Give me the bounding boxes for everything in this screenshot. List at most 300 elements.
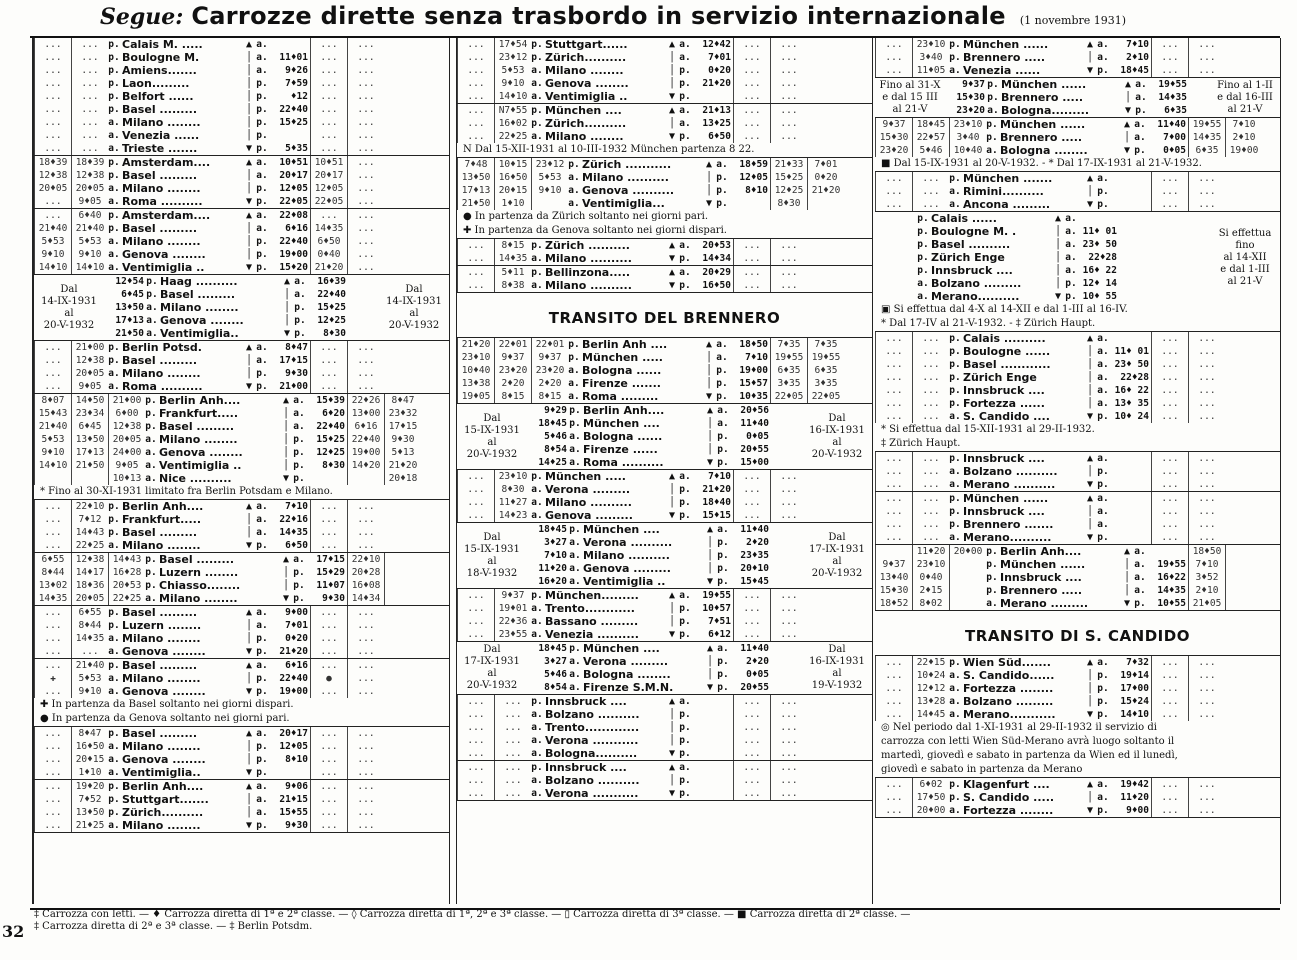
time-cell: 6♦16: [285, 660, 308, 671]
time-cell: 23♦10: [912, 558, 949, 571]
time-cell: 8♦47: [285, 342, 308, 353]
time-cell: ...: [34, 740, 71, 753]
validity-note-right: [802, 642, 872, 694]
time-cell: 19♦55: [1158, 79, 1187, 90]
direction-arrow: ▲: [1086, 657, 1094, 668]
time-cell: 16♦ 22: [1082, 265, 1117, 276]
dep-arr-marker: p.: [108, 781, 120, 792]
dep-arr-marker: a.: [146, 328, 158, 339]
time-cell: [384, 579, 421, 592]
timetable-row: [457, 184, 872, 197]
direction-arrow: │: [282, 421, 290, 432]
time-cell: ...: [733, 470, 770, 483]
time-cell: 8♦47: [384, 394, 421, 407]
timetable-row: [457, 38, 872, 51]
time-cell: ...: [1188, 38, 1225, 51]
time-cell: 23♦34: [71, 407, 108, 420]
time-cell: ...: [733, 77, 770, 90]
station-name: Genova ..........: [582, 184, 675, 197]
timetable-row: [104, 314, 379, 327]
dep-arr-marker: p.: [949, 333, 961, 344]
station-name: Bolzano ..........: [963, 465, 1058, 478]
time-cell: ...: [875, 804, 912, 817]
time-cell: ...: [34, 77, 71, 90]
direction-arrow: │: [245, 368, 253, 379]
time-cell: 18♦36: [71, 579, 108, 592]
time-cell: ...: [310, 793, 347, 806]
time-cell: 16♦50: [71, 740, 108, 753]
direction-arrow: │: [1086, 359, 1094, 370]
legend: [34, 909, 1279, 939]
time-cell: [268, 766, 310, 779]
dep-arr-marker: p.: [108, 794, 120, 805]
timetable-row: [875, 492, 1280, 505]
column-middle: [456, 38, 873, 904]
time-cell: ...: [1151, 64, 1188, 77]
timetable-row: [457, 104, 872, 117]
dep-arr-marker: a.: [145, 447, 157, 458]
timetable-row: [875, 584, 1280, 597]
dep-arr-marker: p.: [531, 118, 543, 129]
time-cell: [384, 553, 421, 566]
validity-note-line: 14-IX-1931: [386, 295, 442, 307]
time-cell: [875, 264, 917, 277]
time-cell: 20♦05: [71, 182, 108, 195]
time-cell: 9♦05: [71, 195, 108, 208]
dep-arr-marker: a.: [1097, 52, 1109, 63]
direction-arrow: │: [245, 183, 253, 194]
dep-arr-marker: a.: [679, 52, 691, 63]
time-cell: ...: [34, 766, 71, 779]
direction-arrow: ▲: [705, 339, 713, 350]
time-cell: 9♦30: [285, 368, 308, 379]
time-cell: ...: [1188, 51, 1225, 64]
dep-arr-marker: a.: [949, 479, 961, 490]
dep-arr-marker: p.: [569, 643, 581, 654]
time-cell: ...: [34, 142, 71, 155]
station-name: Calais ..........: [963, 332, 1046, 345]
time-cell: ...: [457, 708, 494, 721]
time-cell: ...: [457, 77, 494, 90]
time-cell: ...: [1188, 198, 1225, 211]
timetable-row: [34, 156, 449, 169]
time-cell: [691, 774, 733, 787]
time-cell: ...: [347, 195, 384, 208]
time-cell: 12♦25: [770, 184, 807, 197]
time-cell: ...: [310, 103, 347, 116]
dep-arr-marker: p.: [145, 395, 157, 406]
time-cell: 12♦05: [279, 183, 308, 194]
time-cell: 14♦43: [108, 553, 145, 566]
time-cell: 21♦25: [71, 819, 108, 832]
time-cell: ...: [347, 103, 384, 116]
time-cell: 13♦50: [115, 302, 144, 313]
direction-arrow: ▼: [245, 381, 253, 392]
time-cell: ●: [310, 672, 347, 685]
station-name: Milano ........: [545, 64, 624, 77]
station-name: Milano ........: [122, 182, 201, 195]
direction-arrow: │: [668, 52, 676, 63]
station-name: Ventimiglia..: [160, 327, 239, 340]
time-cell: 5♦46: [912, 144, 949, 157]
direction-arrow: │: [1054, 252, 1062, 263]
station-name: Innsbruck ....: [545, 695, 627, 708]
time-cell: 23♦35: [740, 550, 769, 561]
timetable-row: [34, 116, 449, 129]
time-cell: ...: [34, 116, 71, 129]
timetable-block: [457, 266, 872, 293]
time-cell: 11♦40: [740, 643, 769, 654]
time-cell: ...: [770, 787, 807, 800]
time-cell: 14♦35: [310, 222, 347, 235]
dep-arr-marker: a.: [293, 554, 305, 565]
time-cell: ...: [347, 500, 384, 513]
timetable-row: [875, 238, 1210, 251]
timetable-row: [457, 787, 872, 800]
timetable-row: [34, 129, 449, 142]
timetable-row: [34, 341, 449, 354]
dep-arr-marker: a.: [987, 105, 999, 116]
time-cell: ...: [347, 77, 384, 90]
timetable-row: [457, 351, 872, 364]
station-name: Boulogne ......: [963, 345, 1051, 358]
station-name: Genova ........: [122, 645, 206, 658]
direction-arrow: ▼: [245, 686, 253, 697]
time-cell: 19♦42: [1120, 779, 1149, 790]
direction-arrow: ▼: [1054, 291, 1062, 302]
dep-arr-marker: p.: [531, 105, 543, 116]
time-cell: ...: [71, 116, 108, 129]
block-footnote: * Dal 17-IV al 21-V-1932. - ‡ Zürich Haupt.: [881, 318, 1096, 329]
station-name: Milano ..........: [582, 171, 669, 184]
time-cell: 20♦53: [108, 579, 145, 592]
time-cell: ...: [457, 38, 494, 51]
block-footnote: ● In partenza da Zürich soltanto nei giorni pari.: [463, 211, 708, 222]
time-cell: 9♦37: [494, 351, 531, 364]
dep-arr-marker: a.: [569, 444, 581, 455]
time-cell: ...: [1151, 518, 1188, 531]
dep-arr-marker: p.: [717, 431, 729, 442]
dep-arr-marker: p.: [679, 748, 691, 759]
dep-arr-marker: a.: [1097, 173, 1109, 184]
timetable-row: [457, 364, 872, 377]
station-name: Basel .........: [122, 354, 198, 367]
dep-arr-marker: a.: [531, 788, 543, 799]
station-name: München ....: [545, 104, 622, 117]
dep-arr-marker: p.: [1135, 105, 1147, 116]
dep-arr-marker: p.: [108, 104, 120, 115]
time-cell: 16♦02: [494, 117, 531, 130]
timetable-block: [34, 341, 449, 394]
station-name: Ventimiglia ..: [545, 90, 628, 103]
dep-arr-marker: p.: [949, 657, 961, 668]
time-cell: ...: [875, 518, 912, 531]
dep-arr-marker: a.: [949, 466, 961, 477]
validity-note-line: al: [64, 307, 74, 319]
station-name: Berlin Anh....: [583, 404, 665, 417]
time-cell: 17♦15: [279, 355, 308, 366]
time-cell: 21♦00: [108, 394, 145, 407]
direction-arrow: ▼: [668, 91, 676, 102]
time-cell: 21♦20: [702, 484, 731, 495]
direction-arrow: │: [245, 633, 253, 644]
station-name: Merano .........: [1000, 597, 1089, 610]
station-name: München.........: [545, 589, 639, 602]
time-cell: ...: [457, 104, 494, 117]
direction-arrow: ▼: [245, 262, 253, 273]
dep-arr-marker: a.: [108, 183, 120, 194]
time-cell: ...: [494, 708, 531, 721]
time-cell: 5♦53: [71, 235, 108, 248]
direction-arrow: │: [245, 78, 253, 89]
timetable-row: [457, 509, 872, 522]
time-cell: ...: [310, 367, 347, 380]
time-cell: 14♦10: [71, 261, 108, 274]
dep-arr-marker: p.: [108, 728, 120, 739]
dep-arr-marker: a.: [531, 91, 543, 102]
time-cell: 5♦13: [384, 446, 421, 459]
time-cell: 15♦00: [740, 457, 769, 468]
time-cell: 15♦39: [316, 395, 345, 406]
page-header: [100, 2, 1290, 36]
time-cell: 9♦05: [108, 459, 145, 472]
time-cell: [1225, 571, 1262, 584]
direction-arrow: ▼: [668, 510, 676, 521]
time-cell: 22♦01: [494, 338, 531, 351]
dep-arr-marker: a.: [531, 629, 543, 640]
time-cell: ...: [310, 740, 347, 753]
time-cell: 6♦40: [71, 209, 108, 222]
validity-note-line: Fino al 1-II: [1217, 79, 1273, 91]
dep-arr-marker: a.: [569, 537, 581, 548]
time-cell: 0♦05: [746, 431, 769, 442]
dep-arr-marker: a.: [1134, 119, 1146, 130]
time-cell: 20♦10: [740, 563, 769, 574]
station-name: Genova .........: [545, 509, 633, 522]
dep-arr-marker: p.: [717, 576, 729, 587]
dep-arr-marker: a.: [108, 143, 120, 154]
time-cell: [691, 787, 733, 800]
dep-arr-marker: p.: [949, 173, 961, 184]
timetable-row: [34, 459, 449, 472]
dep-arr-marker: a.: [717, 643, 729, 654]
time-cell: 6♦55: [71, 606, 108, 619]
timetable-row: [875, 172, 1280, 185]
timetable-row: [875, 185, 1280, 198]
time-cell: ...: [733, 787, 770, 800]
station-name: Berlin Potsd.: [122, 341, 202, 354]
station-name: Merano ..........: [963, 478, 1056, 491]
timetable-row: [945, 104, 1210, 117]
dep-arr-marker: p.: [717, 563, 729, 574]
time-cell: ...: [770, 628, 807, 641]
dep-arr-marker: p.: [568, 159, 580, 170]
direction-arrow: ▲: [245, 660, 253, 671]
time-cell: ...: [1188, 682, 1225, 695]
time-cell: [875, 277, 917, 290]
time-cell: 3♦52: [1188, 571, 1225, 584]
station-name: Berlin Anh ....: [582, 338, 668, 351]
timetable-row: [527, 443, 802, 456]
dep-arr-marker: p.: [293, 567, 305, 578]
timetable-row: [34, 420, 449, 433]
dep-arr-marker: a.: [256, 607, 268, 618]
direction-arrow: │: [282, 447, 290, 458]
dep-arr-marker: p.: [1065, 278, 1077, 289]
validity-note-line: Dal: [828, 412, 846, 424]
direction-arrow: │: [706, 431, 714, 442]
dep-arr-marker: a.: [108, 540, 120, 551]
timetable-row: [34, 38, 449, 51]
time-cell: ...: [457, 90, 494, 103]
time-cell: [268, 129, 310, 142]
time-cell: ...: [457, 747, 494, 760]
time-cell: 20♦53: [702, 240, 731, 251]
station-name: Chiasso........: [159, 579, 241, 592]
timetable-block: [457, 338, 872, 404]
timetable-row: [34, 64, 449, 77]
time-cell: 21♦20: [807, 184, 844, 197]
validity-note-left: [457, 523, 527, 588]
time-cell: 14♦10: [34, 261, 71, 274]
time-cell: 7♦10: [1188, 558, 1225, 571]
time-cell: 22♦40: [317, 289, 346, 300]
time-cell: 5♦53: [34, 433, 71, 446]
dep-arr-marker: a.: [293, 395, 305, 406]
time-cell: ...: [1188, 452, 1225, 465]
time-cell: 8♦44: [34, 566, 71, 579]
time-cell: 14♦35: [1157, 585, 1186, 596]
dep-arr-marker: a.: [1097, 333, 1109, 344]
timetable-row: [457, 695, 872, 708]
validity-note-right: [1210, 78, 1280, 117]
timetable-row: [34, 209, 449, 222]
time-cell: 23♦ 50: [1114, 359, 1149, 370]
time-cell: 19♦00: [347, 446, 384, 459]
direction-arrow: ▼: [668, 629, 676, 640]
direction-arrow: │: [668, 118, 676, 129]
time-cell: ...: [310, 209, 347, 222]
time-cell: ...: [310, 142, 347, 155]
dep-arr-marker: p.: [293, 460, 305, 471]
direction-arrow: ▲: [245, 157, 253, 168]
dep-arr-marker: a.: [256, 807, 268, 818]
time-cell: 8♦47: [71, 727, 108, 740]
time-cell: ✚: [34, 672, 71, 685]
station-name: Brennero .....: [1000, 131, 1083, 144]
time-cell: 21♦20: [310, 261, 347, 274]
time-cell: [875, 225, 917, 238]
time-cell: 22♦10: [347, 553, 384, 566]
time-cell: ...: [347, 248, 384, 261]
time-cell: ...: [912, 332, 949, 345]
dep-arr-marker: a.: [108, 767, 120, 778]
time-cell: 16♦50: [494, 171, 531, 184]
time-cell: [875, 545, 912, 558]
direction-arrow: │: [245, 741, 253, 752]
validity-note-line: e dal 15 III: [882, 91, 938, 103]
timetable-block: [34, 209, 449, 275]
time-cell: [1225, 558, 1262, 571]
time-cell: 3♦27: [544, 537, 567, 548]
direction-arrow: ▼: [1086, 805, 1094, 816]
time-cell: 9♦10: [494, 77, 531, 90]
dep-arr-marker: a.: [568, 172, 580, 183]
time-cell: [1109, 332, 1151, 345]
time-cell: ...: [1151, 51, 1188, 64]
timetable-row: [34, 727, 449, 740]
time-cell: 12♦38: [71, 169, 108, 182]
time-cell: ...: [457, 695, 494, 708]
dep-arr-marker: a.: [1134, 132, 1146, 143]
time-cell: [1109, 478, 1151, 491]
station-name: Klagenfurt ....: [963, 778, 1050, 791]
time-cell: 6♦20: [322, 408, 345, 419]
station-name: Firenze ......: [583, 443, 658, 456]
time-cell: ...: [310, 354, 347, 367]
dep-arr-marker: p.: [256, 104, 268, 115]
time-cell: 14♦35: [279, 527, 308, 538]
time-cell: 20♦00: [949, 545, 986, 558]
time-cell: 12♦38: [34, 169, 71, 182]
time-cell: ...: [310, 753, 347, 766]
dep-arr-marker: p.: [108, 91, 120, 102]
direction-arrow: │: [706, 550, 714, 561]
direction-arrow: │: [668, 78, 676, 89]
validity-note-line: 20-V-1932: [811, 567, 863, 579]
time-cell: ...: [34, 645, 71, 658]
dep-arr-marker: p.: [679, 788, 691, 799]
station-name: Ventimiglia ..: [122, 261, 205, 274]
timetable-row: [527, 575, 802, 588]
station-name: Genova ........: [160, 314, 244, 327]
time-cell: 22♦05: [807, 390, 844, 403]
time-cell: 14♦34: [702, 253, 731, 264]
station-name: Fortezza ......: [963, 397, 1045, 410]
column-left: [32, 38, 450, 904]
station-name: Stuttgart.......: [122, 793, 209, 806]
time-cell: 19♦55: [702, 590, 731, 601]
time-cell: 18♦52: [875, 597, 912, 610]
time-cell: 8♦15: [494, 390, 531, 403]
station-name: Amsterdam....: [122, 156, 211, 169]
timetable-block: [875, 332, 1280, 452]
timetable-row: [457, 90, 872, 103]
dep-arr-marker: a.: [531, 78, 543, 89]
time-cell: ...: [1151, 656, 1188, 669]
timetable-row: [875, 791, 1280, 804]
time-cell: ...: [457, 279, 494, 292]
validity-note-line: Si effettua: [1218, 227, 1272, 239]
time-cell: 19♦00: [739, 365, 768, 376]
time-cell: [1109, 198, 1151, 211]
page-title: Carrozze dirette senza trasbordo in servizio internazionale: [191, 2, 1006, 30]
time-cell: ...: [1188, 410, 1225, 423]
timetable-row: [875, 384, 1280, 397]
dep-arr-marker: a.: [949, 805, 961, 816]
time-cell: ...: [1188, 531, 1225, 544]
time-cell: ...: [875, 465, 912, 478]
time-cell: ...: [1188, 397, 1225, 410]
timetable-row: [34, 592, 449, 605]
time-cell: [1225, 597, 1262, 610]
time-cell: 2♦20: [746, 537, 769, 548]
timetable-row: [34, 619, 449, 632]
time-cell: 18♦39: [34, 156, 71, 169]
direction-arrow: ▼: [245, 646, 253, 657]
time-cell: ...: [733, 279, 770, 292]
station-name: Brennero .....: [1001, 91, 1084, 104]
